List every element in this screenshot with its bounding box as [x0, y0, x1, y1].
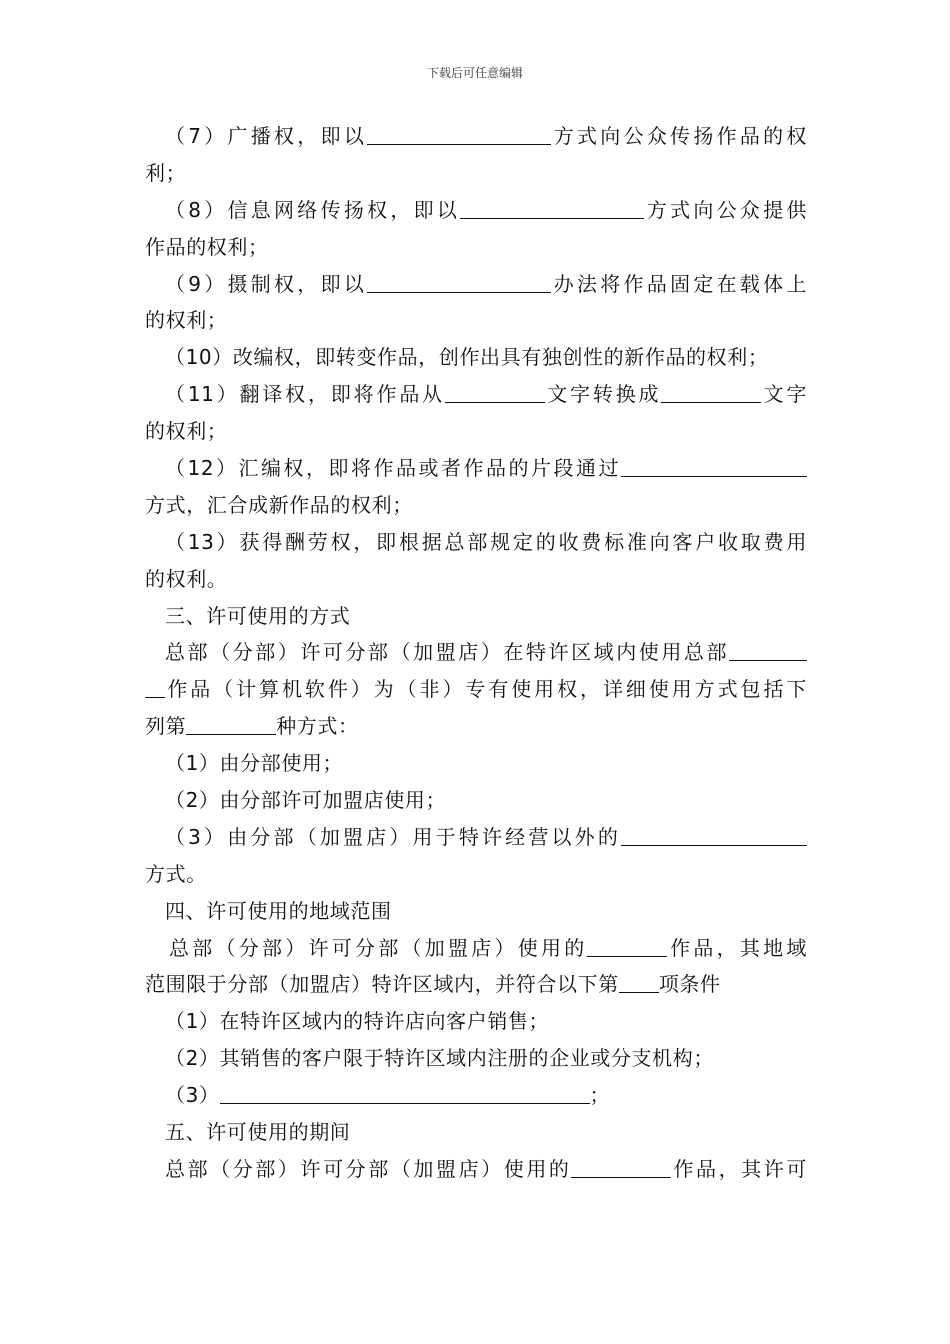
- line-text: （2）其销售的客户限于特许区域内注册的企业或分支机构；: [165, 1046, 714, 1071]
- line-text: 总部（分部）许可分部（加盟店）使用的: [165, 1156, 572, 1181]
- text-line: [145, 1040, 807, 1077]
- line-text: 方式向公众传扬作品的权: [551, 124, 808, 148]
- line-text: ；: [589, 1083, 611, 1108]
- line-text: （11）翻译权，即将作品从: [165, 382, 445, 407]
- line-text: 作品，其许可: [671, 1156, 807, 1181]
- text-line: [145, 266, 807, 303]
- line-text: 作品，其地域: [667, 935, 807, 960]
- line-text: 列第: [145, 714, 187, 739]
- blank-field: [186, 714, 276, 735]
- blank-field: [367, 272, 551, 293]
- line-text: （3）: [165, 1083, 220, 1108]
- line-text: 的权利。: [145, 566, 228, 591]
- line-text: 方式，汇合成新作品的权利；: [145, 492, 413, 517]
- blank-field: [460, 198, 644, 219]
- text-line: [145, 1114, 807, 1151]
- text-line: [145, 229, 807, 266]
- line-text: 范围限于分部（加盟店）特许区域内，并符合以下第: [145, 972, 619, 997]
- text-line: [145, 339, 807, 376]
- text-line: [145, 302, 807, 339]
- line-text: （12）汇编权，即将作品或者作品的片段通过: [165, 456, 621, 481]
- line-text: 文字: [761, 382, 808, 407]
- line-text: 四、许可使用的地域范围: [165, 898, 392, 923]
- text-line: [145, 856, 807, 893]
- line-text: （2）由分部许可加盟店使用；: [165, 788, 447, 813]
- text-line: [145, 524, 807, 561]
- text-line: [145, 118, 807, 155]
- text-line: [145, 487, 807, 524]
- line-text: （3）由分部（加盟店）用于特许经营以外的: [165, 824, 621, 849]
- line-text: 办法将作品固定在载体上: [551, 271, 808, 296]
- text-line: [145, 1003, 807, 1040]
- text-line: [145, 598, 807, 635]
- line-text: 五、许可使用的期间: [165, 1120, 351, 1145]
- line-text: 的权利；: [145, 419, 228, 444]
- text-line: [145, 413, 807, 450]
- line-text: 作品的权利；: [145, 234, 269, 259]
- text-line: [145, 671, 807, 708]
- text-line: [145, 450, 807, 487]
- blank-field: [661, 382, 761, 403]
- text-line: [145, 155, 807, 192]
- blank-field: [445, 382, 545, 403]
- line-text: 利；: [145, 160, 187, 185]
- text-line: [145, 708, 807, 745]
- blank-field: [619, 972, 659, 993]
- line-text: 总部（分部）许可分部（加盟店）使用的: [169, 935, 588, 960]
- line-text: （1）在特许区域内的特许店向客户销售；: [165, 1009, 550, 1034]
- line-text: （9）摄制权，即以: [165, 271, 368, 296]
- document-body: [145, 118, 807, 1188]
- text-line: [145, 1077, 807, 1114]
- line-text: 三、许可使用的方式: [165, 603, 351, 628]
- line-text: （7）广播权，即以: [165, 124, 368, 148]
- line-text: 方式向公众提供: [644, 197, 807, 222]
- line-text: （13）获得酬劳权，即根据总部规定的收费标准向客户收取费用: [165, 529, 807, 554]
- line-text: 方式。: [145, 861, 207, 886]
- line-text: 的权利；: [145, 308, 228, 333]
- blank-field: [145, 677, 165, 698]
- line-text: （1）由分部使用；: [165, 751, 344, 776]
- text-line: [145, 1151, 807, 1188]
- blank-field: [621, 825, 807, 846]
- blank-field: [621, 456, 807, 477]
- blank-field: [220, 1083, 590, 1104]
- text-line: [145, 561, 807, 598]
- text-line: [145, 745, 807, 782]
- text-line: [145, 966, 807, 1003]
- line-text: 项条件: [658, 972, 721, 997]
- text-line: [145, 930, 807, 967]
- line-text: （10）改编权，即转变作品，创作出具有独创性的新作品的权利；: [165, 345, 769, 370]
- text-line: [145, 634, 807, 671]
- line-text: 种方式：: [276, 714, 359, 739]
- line-text: （8）信息网络传扬权，即以: [165, 197, 461, 222]
- blank-field: [729, 640, 807, 661]
- text-line: [145, 376, 807, 413]
- blank-field: [587, 936, 667, 957]
- text-line: [145, 893, 807, 930]
- text-line: [145, 782, 807, 819]
- text-line: [145, 819, 807, 856]
- page-header: 下载后可任意编辑: [426, 66, 523, 80]
- text-line: [145, 192, 807, 229]
- blank-field: [571, 1157, 671, 1178]
- line-text: 总部（分部）许可分部（加盟店）在特许区域内使用总部: [165, 640, 729, 665]
- line-text: 作品（计算机软件）为（非）专有使用权，详细使用方式包括下: [165, 677, 807, 702]
- line-text: 文字转换成: [544, 382, 662, 407]
- blank-field: [367, 124, 551, 145]
